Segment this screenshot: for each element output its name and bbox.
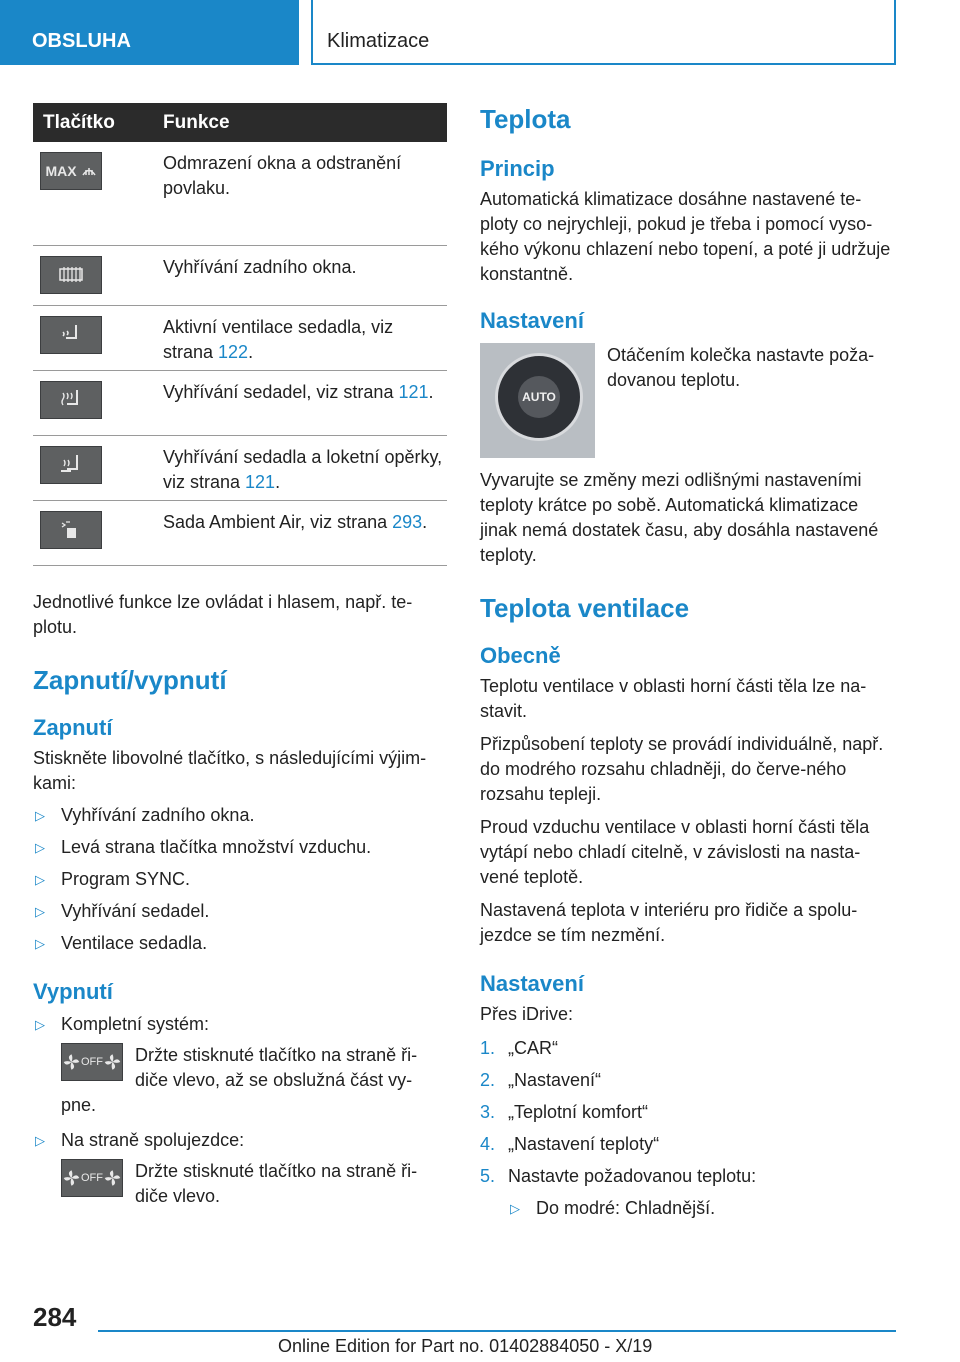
table-row (33, 501, 447, 566)
heading-on-off: Zapnutí/vypnutí (33, 665, 227, 695)
page-link[interactable]: 122 (218, 342, 249, 362)
auto-label: AUTO (518, 376, 560, 418)
steps-list (480, 1036, 896, 1221)
table-row (33, 306, 447, 371)
list-item: ▷ Vyhřívání sedadel. (33, 899, 447, 924)
rear-window-heating-icon (40, 256, 102, 294)
off-item1-text: Držte stisknuté tlačítko na straně ři-diče vlevo, až se obslužná část vy-pne. (61, 1045, 418, 1115)
general-paragraph: Proud vzduchu ventilace v oblasti horní části těla vytápí nebo chladí citelně, v závislosti na nasta-vené teplotě. (480, 817, 870, 887)
triangle-bullet-icon: ▷ (35, 808, 45, 823)
triangle-bullet-icon: ▷ (510, 1201, 520, 1216)
triangle-bullet-icon: ▷ (35, 872, 45, 887)
off-item2-text: Držte stisknuté tlačítko na straně ři-diče vlevo. (135, 1161, 418, 1206)
fan-off-icon: OFF (61, 1159, 123, 1197)
right-column (480, 103, 896, 1221)
list-item: ▷ Vyhřívání zadního okna. (33, 803, 447, 828)
list-item: 2. „Nastavení“ (480, 1070, 602, 1090)
page-link[interactable]: 121 (245, 472, 276, 492)
table-row (33, 246, 447, 306)
triangle-bullet-icon: ▷ (35, 1017, 45, 1032)
list-item: 5. Nastavte požadovanou teplotu: (480, 1166, 757, 1186)
principle-text: Automatická klimatizace dosáhne nastavené te-ploty co nejrychleji, pokud je třeba i pomocí vyso-kého výkonu chlazení nebo topení, a poté ji udržuje konstantně. (480, 189, 891, 284)
list-item: ▷ Kompletní systém: (33, 1012, 447, 1037)
heading-off: Vypnutí (33, 979, 113, 1004)
table-row (33, 142, 447, 246)
seat-armrest-heating-icon (40, 446, 102, 484)
heading-vent-temperature: Teplota ventilace (480, 593, 690, 623)
footer-divider (98, 1330, 896, 1332)
seat-ventilation-icon (40, 316, 102, 354)
list-item: 4. „Nastavení teploty“ (480, 1134, 660, 1154)
off-list (33, 1012, 447, 1209)
heading-setting-2: Nastavení (480, 971, 584, 996)
triangle-bullet-icon: ▷ (35, 840, 45, 855)
max-defrost-icon: MAX (40, 152, 102, 190)
triangle-bullet-icon: ▷ (35, 1133, 45, 1148)
heading-general: Obecně (480, 643, 561, 668)
page-link[interactable]: 293 (392, 512, 423, 532)
heading-principle: Princip (480, 156, 555, 181)
triangle-bullet-icon: ▷ (35, 904, 45, 919)
heading-temperature: Teplota (480, 104, 571, 134)
idrive-intro: Přes iDrive: (480, 1004, 574, 1024)
table-row (33, 371, 447, 436)
section-tab: OBSLUHA (0, 0, 299, 65)
list-item: ▷ Ventilace sedadla. (33, 931, 447, 956)
left-column (33, 103, 447, 1209)
table-cell-function: Aktivní ventilace sedadla, viz strana 122. (163, 317, 394, 362)
table-header-function: Funkce (163, 111, 230, 133)
ambient-air-icon (40, 511, 102, 549)
footer-edition: Online Edition for Part no. 01402884050 - X/19 (278, 1336, 653, 1356)
voice-note: Jednotlivé funkce lze ovládat i hlasem, např. te-plotu. (33, 592, 413, 637)
general-paragraph: Teplotu ventilace v oblasti horní části těla lze na-stavit. (480, 676, 867, 721)
list-item: 1. „CAR“ (480, 1038, 558, 1058)
general-paragraph: Přizpůsobení teploty se provádí individuálně, např. do modrého rozsahu chladněji, do červe-ného rozsahu tepleji. (480, 734, 884, 804)
on-intro: Stiskněte libovolné tlačítko, s následujícími výjim-kami: (33, 748, 427, 793)
list-item: ▷ Program SYNC. (33, 867, 447, 892)
table-header (33, 103, 447, 142)
heading-on: Zapnutí (33, 715, 113, 740)
table-header-button: Tlačítko (43, 111, 115, 133)
warning-text: Vyvarujte se změny mezi odlišnými nastaveními teploty krátce po sobě. Automatická klimatizace jinak nemá dostatek času, aby dosáhla nastavené teploty. (480, 470, 879, 565)
table-cell-function: Sada Ambient Air, viz strana 293. (163, 512, 428, 532)
table-row (33, 436, 447, 501)
seat-heating-icon (40, 381, 102, 419)
table-cell-function: Vyhřívání sedadla a loketní opěrky, viz strana 121. (163, 447, 443, 492)
chapter-title: Klimatizace (311, 0, 896, 65)
heading-setting: Nastavení (480, 308, 584, 333)
table-cell-function: Odmrazení okna a odstranění povlaku. (163, 153, 402, 198)
knob-text: Otáčením kolečka nastavte poža-dovanou teplotu. (607, 345, 875, 390)
list-item: ▷ Levá strana tlačítka množství vzduchu. (33, 835, 447, 860)
general-paragraph: Nastavená teplota v interiéru pro řidiče a spolu-jezdce se tím nezmění. (480, 900, 858, 945)
page-number: 284 (33, 1302, 77, 1332)
temperature-knob-image (480, 343, 595, 458)
list-item: ▷ Do modré: Chladnější. (480, 1196, 896, 1221)
page-link[interactable]: 121 (398, 382, 429, 402)
on-list (33, 803, 447, 956)
list-item: 3. „Teplotní komfort“ (480, 1102, 649, 1122)
table-cell-function: Vyhřívání sedadel, viz strana 121. (163, 382, 434, 402)
list-item: ▷ Na straně spolujezdce: (33, 1128, 447, 1153)
fan-off-icon: OFF (61, 1043, 123, 1081)
triangle-bullet-icon: ▷ (35, 936, 45, 951)
table-cell-function: Vyhřívání zadního okna. (163, 257, 357, 277)
